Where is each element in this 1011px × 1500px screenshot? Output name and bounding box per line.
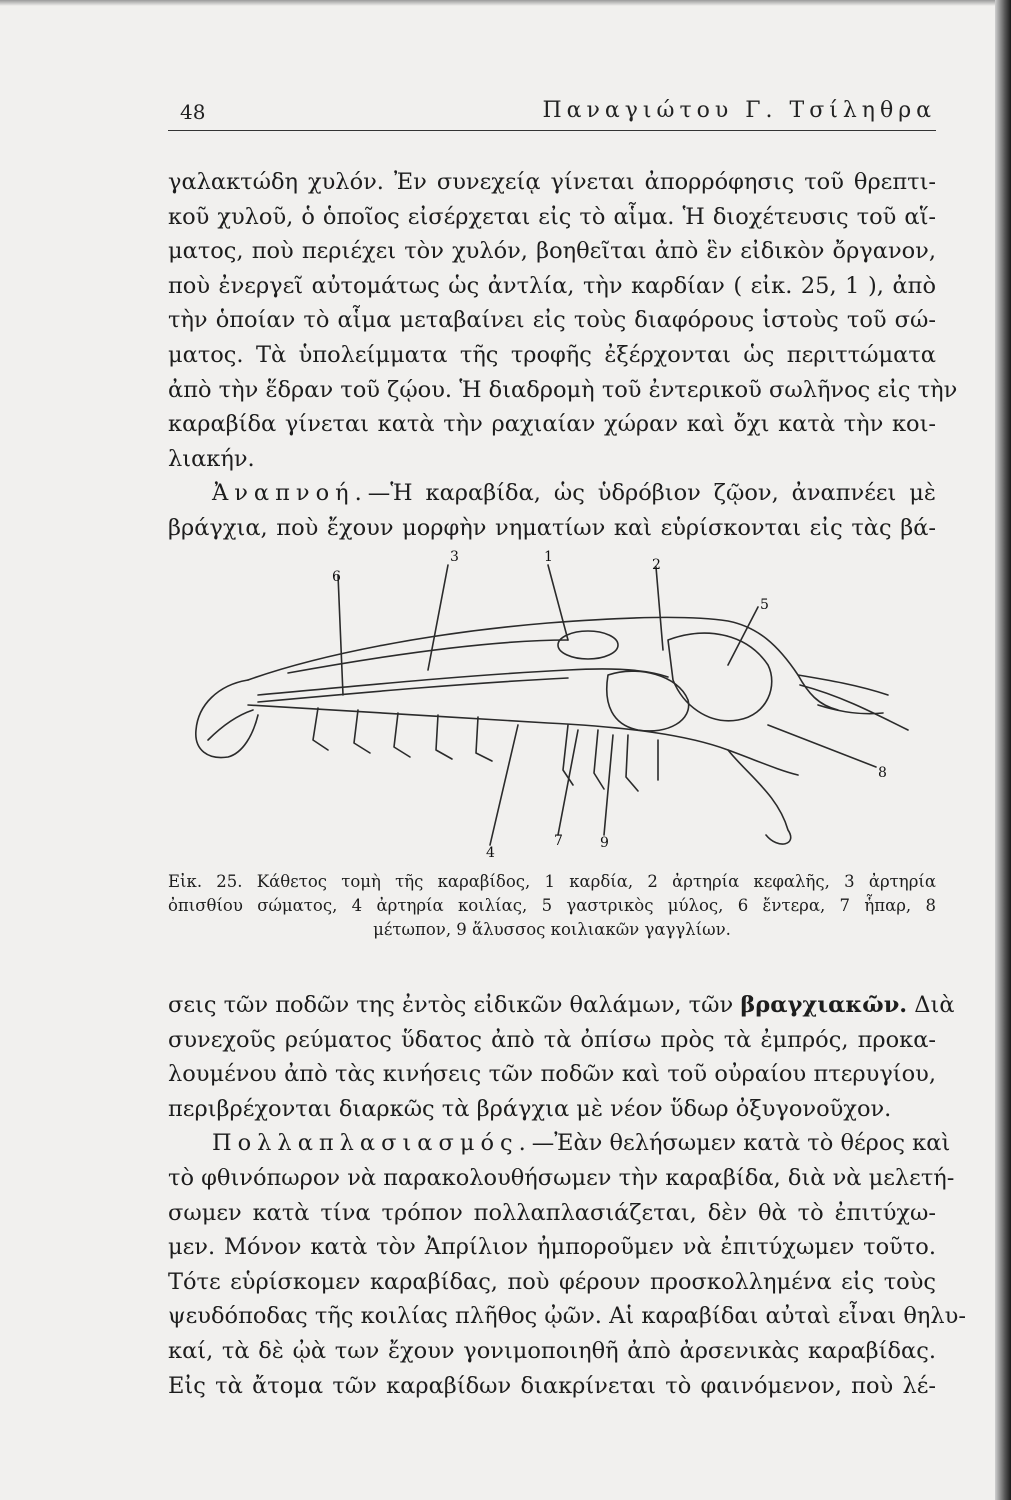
text-line: λουμένου ἀπὸ τὰς κινήσεις τῶν ποδῶν καὶ τοῦ οὐραίου πτερυγίου, xyxy=(168,1061,936,1088)
text-segment: —Ἐὰν θελήσωμεν κατὰ τὸ θέρος καὶ xyxy=(531,1130,951,1157)
section-heading-pollaplasiasmos: Πολλαπλασιασμός. xyxy=(212,1130,532,1157)
page-binding-edge xyxy=(995,0,1011,1500)
section-heading-anapnoi: Ἀναπνοή. xyxy=(212,480,368,507)
text-line: καί, τὰ δὲ ᾠὰ των ἔχουν γονιμοποιηθῆ ἀπὸ ἀρσενικὰς καραβίδας. xyxy=(168,1337,936,1364)
text-line: ψευδόποδας τῆς κοιλίας πλῆθος ᾠῶν. Αἱ καραβίδαι αὐταὶ εἶναι θηλυ- xyxy=(168,1303,966,1330)
figure-label-7: 7 xyxy=(554,833,563,849)
pollaplasiasmos-line xyxy=(168,1126,951,1161)
caption-line: Εἰκ. 25. Κάθετος τομὴ τῆς καραβίδος, 1 καρδία, 2 ἀρτηρία κεφαλῆς, 3 ἀρτηρία xyxy=(168,872,936,891)
figure-label-1: 1 xyxy=(544,549,553,565)
text-segment: Διὰ xyxy=(914,992,955,1018)
figure-label-2: 2 xyxy=(652,557,661,573)
text-line: κοῦ χυλοῦ, ὁ ὁποῖος εἰσέρχεται εἰς τὸ αἷμα. Ἡ διοχέτευσις τοῦ αἵ- xyxy=(168,203,936,230)
figure-label-5: 5 xyxy=(760,597,769,613)
text-line: μεν. Μόνον κατὰ τὸν Ἀπρίλιον ἠμποροῦμεν νὰ ἐπιτύχωμεν τοῦτο. xyxy=(168,1234,936,1261)
text-line: σωμεν κατὰ τίνα τρόπον πολλαπλασιάζεται, δὲν θὰ τὸ ἐπιτύχω- xyxy=(168,1199,936,1226)
paragraph-bottom xyxy=(168,988,966,1403)
text-line: τὸ φθινόπωρον νὰ παρακολουθήσωμεν τὴν καραβίδα, διὰ νὰ μελετή- xyxy=(168,1164,955,1191)
header-rule xyxy=(168,130,936,131)
branchial-line xyxy=(168,988,955,1023)
page-header xyxy=(168,100,936,130)
text-line: ματος. Τὰ ὑπολείμματα τῆς τροφῆς ἐξέρχονται ὡς περιττώματα xyxy=(168,341,936,368)
text-segment: σεις τῶν ποδῶν της ἐντὸς εἰδικῶν θαλάμων, τῶν xyxy=(168,992,734,1018)
crayfish-drawing xyxy=(196,565,908,845)
text-line: γαλακτώδη χυλόν. Ἐν συνεχείᾳ γίνεται ἀπορρόφησις τοῦ θρεπτι- xyxy=(168,169,936,195)
text-line: ματος, ποὺ περιέχει τὸν χυλόν, βοηθεῖται ἀπὸ ἓν εἰδικὸν ὄργανον, xyxy=(168,238,936,265)
text-line: περιβρέχονται διαρκῶς τὰ βράγχια μὲ νέον ὕδωρ ὀξυγονοῦχον. xyxy=(168,1095,892,1122)
caption-line: μέτωπον, 9 ἅλυσσος κοιλιακῶν γαγγλίων. xyxy=(373,920,731,939)
running-head: Παναγιώτου Γ. Τσίληθρα xyxy=(542,98,936,123)
text-line: Τότε εὑρίσκομεν καραβίδας, ποὺ φέρουν προσκολλημένα εἰς τοὺς xyxy=(168,1268,936,1295)
figure-label-3: 3 xyxy=(450,549,459,565)
text-line: συνεχοῦς ρεύματος ὕδατος ἀπὸ τὰ ὀπίσω πρὸς τὰ ἐμπρός, προκα- xyxy=(168,1026,936,1053)
figure-label-4: 4 xyxy=(486,845,495,861)
text-line: καραβίδα γίνεται κατὰ τὴν ραχιαίαν χώραν καὶ ὄχι κατὰ τὴν κοι- xyxy=(168,411,936,438)
text-line: ἀπὸ τὴν ἕδραν τοῦ ζῴου. Ἡ διαδρομὴ τοῦ ἐντερικοῦ σωλῆνος εἰς τὴν xyxy=(168,376,958,403)
text-line: λιακήν. xyxy=(168,445,255,472)
text-line: ποὺ ἐνεργεῖ αὐτομάτως ὡς ἀντλία, τὴν καρδίαν ( εἰκ. 25, 1 ), ἀπὸ xyxy=(168,272,936,299)
anapnoi-line xyxy=(168,476,936,511)
caption-line: ὀπισθίου σώματος, 4 ἀρτηρία κοιλίας, 5 γαστρικὸς μύλος, 6 ἔντερα, 7 ἧπαρ, 8 xyxy=(168,896,936,915)
figure-caption xyxy=(168,870,936,942)
figure-label-8: 8 xyxy=(878,765,887,781)
text-line: βράγχια, ποὺ ἔχουν μορφὴν νηματίων καὶ εὑρίσκονται εἰς τὰς βά- xyxy=(168,514,936,541)
bold-term-branchial: βραγχιακῶν. xyxy=(740,992,908,1018)
figure-label-6: 6 xyxy=(332,569,341,585)
page-top-edge xyxy=(0,0,1011,6)
text-segment: —Ἡ καραβίδα, ὡς ὑδρόβιον ζῷον, ἀναπνέει μὲ xyxy=(367,480,936,507)
paragraph-top xyxy=(168,165,958,546)
text-line: τὴν ὁποίαν τὸ αἷμα μεταβαίνει εἰς τοὺς διαφόρους ἱστοὺς τοῦ σώ- xyxy=(168,307,936,334)
crayfish-section-figure xyxy=(168,545,936,865)
text-line: Εἰς τὰ ἄτομα τῶν καραβίδων διακρίνεται τὸ φαινόμενον, ποὺ λέ- xyxy=(168,1372,936,1399)
figure-label-9: 9 xyxy=(600,835,609,851)
page-number: 48 xyxy=(180,100,206,124)
